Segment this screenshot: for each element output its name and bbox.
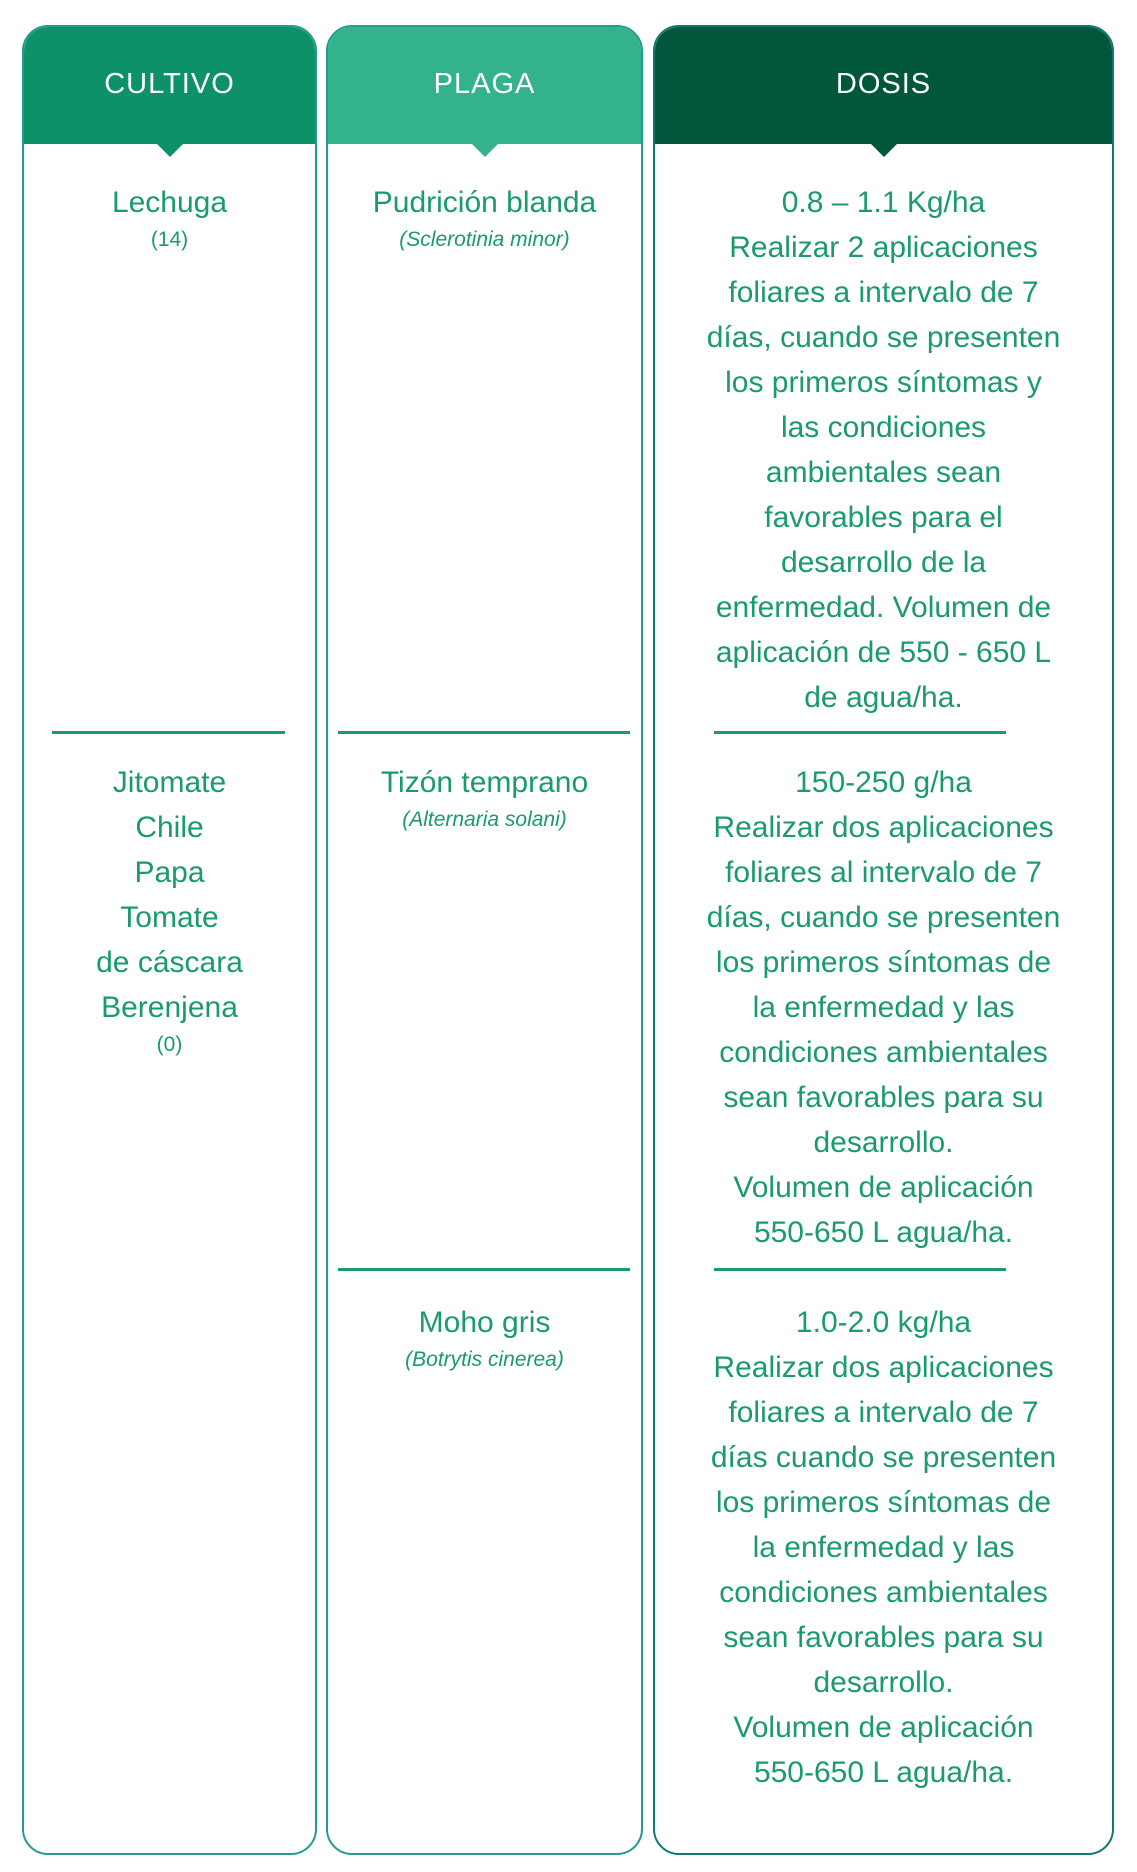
dose-line: desarrollo de la bbox=[780, 546, 987, 579]
crop-name: Lechuga bbox=[111, 186, 228, 219]
dose-line: 550-650 L agua/ha. bbox=[753, 1756, 1014, 1789]
dose-line: días, cuando se presenten bbox=[706, 901, 1061, 934]
dose-line: 0.8 – 1.1 Kg/ha bbox=[781, 186, 986, 219]
crop-name: Chile bbox=[135, 811, 204, 844]
pest-scientific-name: (Sclerotinia minor) bbox=[399, 228, 570, 251]
dose-line: sean favorables para su bbox=[723, 1621, 1044, 1654]
dose-line: ambientales sean bbox=[765, 456, 1002, 489]
cell-crop-row1 bbox=[24, 180, 315, 255]
cell-dose-row3 bbox=[655, 1300, 1112, 1795]
dose-line: días, cuando se presenten bbox=[706, 321, 1061, 354]
dose-line: la enfermedad y las bbox=[752, 991, 1015, 1024]
dose-line: Realizar dos aplicaciones bbox=[713, 1351, 1054, 1384]
row-divider-plaga bbox=[338, 1268, 630, 1271]
dose-line: foliares a intervalo de 7 bbox=[728, 276, 1039, 309]
dose-line: los primeros síntomas y bbox=[725, 366, 1042, 399]
dose-line: aplicación de 550 - 650 L bbox=[715, 636, 1052, 669]
row-divider-plaga bbox=[338, 731, 630, 734]
row-divider-dosis bbox=[714, 1268, 1006, 1271]
dose-line: 550-650 L agua/ha. bbox=[753, 1216, 1014, 1249]
crop-name: Jitomate bbox=[112, 766, 227, 799]
cell-pest-row2 bbox=[328, 760, 641, 835]
header-cultivo: CULTIVO bbox=[22, 25, 317, 144]
dose-line: los primeros síntomas de bbox=[715, 946, 1052, 979]
dose-line: Volumen de aplicación bbox=[733, 1171, 1034, 1204]
cell-pest-row1 bbox=[328, 180, 641, 255]
pest-scientific-name: (Botrytis cinerea) bbox=[405, 1348, 564, 1371]
dose-line: la enfermedad y las bbox=[752, 1531, 1015, 1564]
row-divider-dosis bbox=[714, 731, 1006, 734]
crop-name: Tomate bbox=[120, 901, 219, 934]
header-plaga: PLAGA bbox=[326, 25, 643, 144]
dose-line: sean favorables para su bbox=[723, 1081, 1044, 1114]
dose-line: condiciones ambientales bbox=[719, 1036, 1048, 1069]
dose-line: Volumen de aplicación bbox=[733, 1711, 1034, 1744]
column-plaga bbox=[326, 25, 643, 1855]
dose-line: Realizar dos aplicaciones bbox=[713, 811, 1054, 844]
column-dosis bbox=[653, 25, 1114, 1855]
cell-dose-row1 bbox=[655, 180, 1112, 720]
column-cultivo bbox=[22, 25, 317, 1855]
pest-scientific-name: (Alternaria solani) bbox=[402, 808, 567, 831]
header-dosis: DOSIS bbox=[653, 25, 1114, 144]
crop-name: Papa bbox=[134, 856, 205, 889]
cell-dose-row2 bbox=[655, 760, 1112, 1255]
crop-interval: (0) bbox=[156, 1033, 183, 1056]
dose-line: 150-250 g/ha bbox=[795, 766, 972, 799]
dose-line: foliares a intervalo de 7 bbox=[728, 1396, 1039, 1429]
dose-line: 1.0-2.0 kg/ha bbox=[795, 1306, 972, 1339]
dose-line: las condiciones bbox=[780, 411, 987, 444]
dose-line: los primeros síntomas de bbox=[715, 1486, 1052, 1519]
pest-name: Moho gris bbox=[418, 1306, 551, 1339]
pest-name: Pudrición blanda bbox=[372, 186, 597, 219]
crop-name: de cáscara bbox=[96, 946, 243, 979]
dose-line: desarrollo. bbox=[813, 1666, 954, 1699]
dose-line: Realizar 2 aplicaciones bbox=[729, 231, 1038, 264]
dose-line: favorables para el bbox=[764, 501, 1003, 534]
pest-name: Tizón temprano bbox=[380, 766, 589, 799]
dose-line: enfermedad. Volumen de bbox=[715, 591, 1052, 624]
crop-name: Berenjena bbox=[101, 991, 238, 1024]
dose-line: desarrollo. bbox=[813, 1126, 954, 1159]
dose-line: días cuando se presenten bbox=[710, 1441, 1057, 1474]
cell-crop-row2 bbox=[24, 760, 315, 1060]
dose-line: condiciones ambientales bbox=[719, 1576, 1048, 1609]
crop-interval: (14) bbox=[150, 228, 189, 251]
dose-line: foliares al intervalo de 7 bbox=[725, 856, 1042, 889]
row-divider-cultivo bbox=[52, 731, 285, 734]
dose-line: de agua/ha. bbox=[804, 681, 963, 714]
cell-pest-row3 bbox=[328, 1300, 641, 1375]
